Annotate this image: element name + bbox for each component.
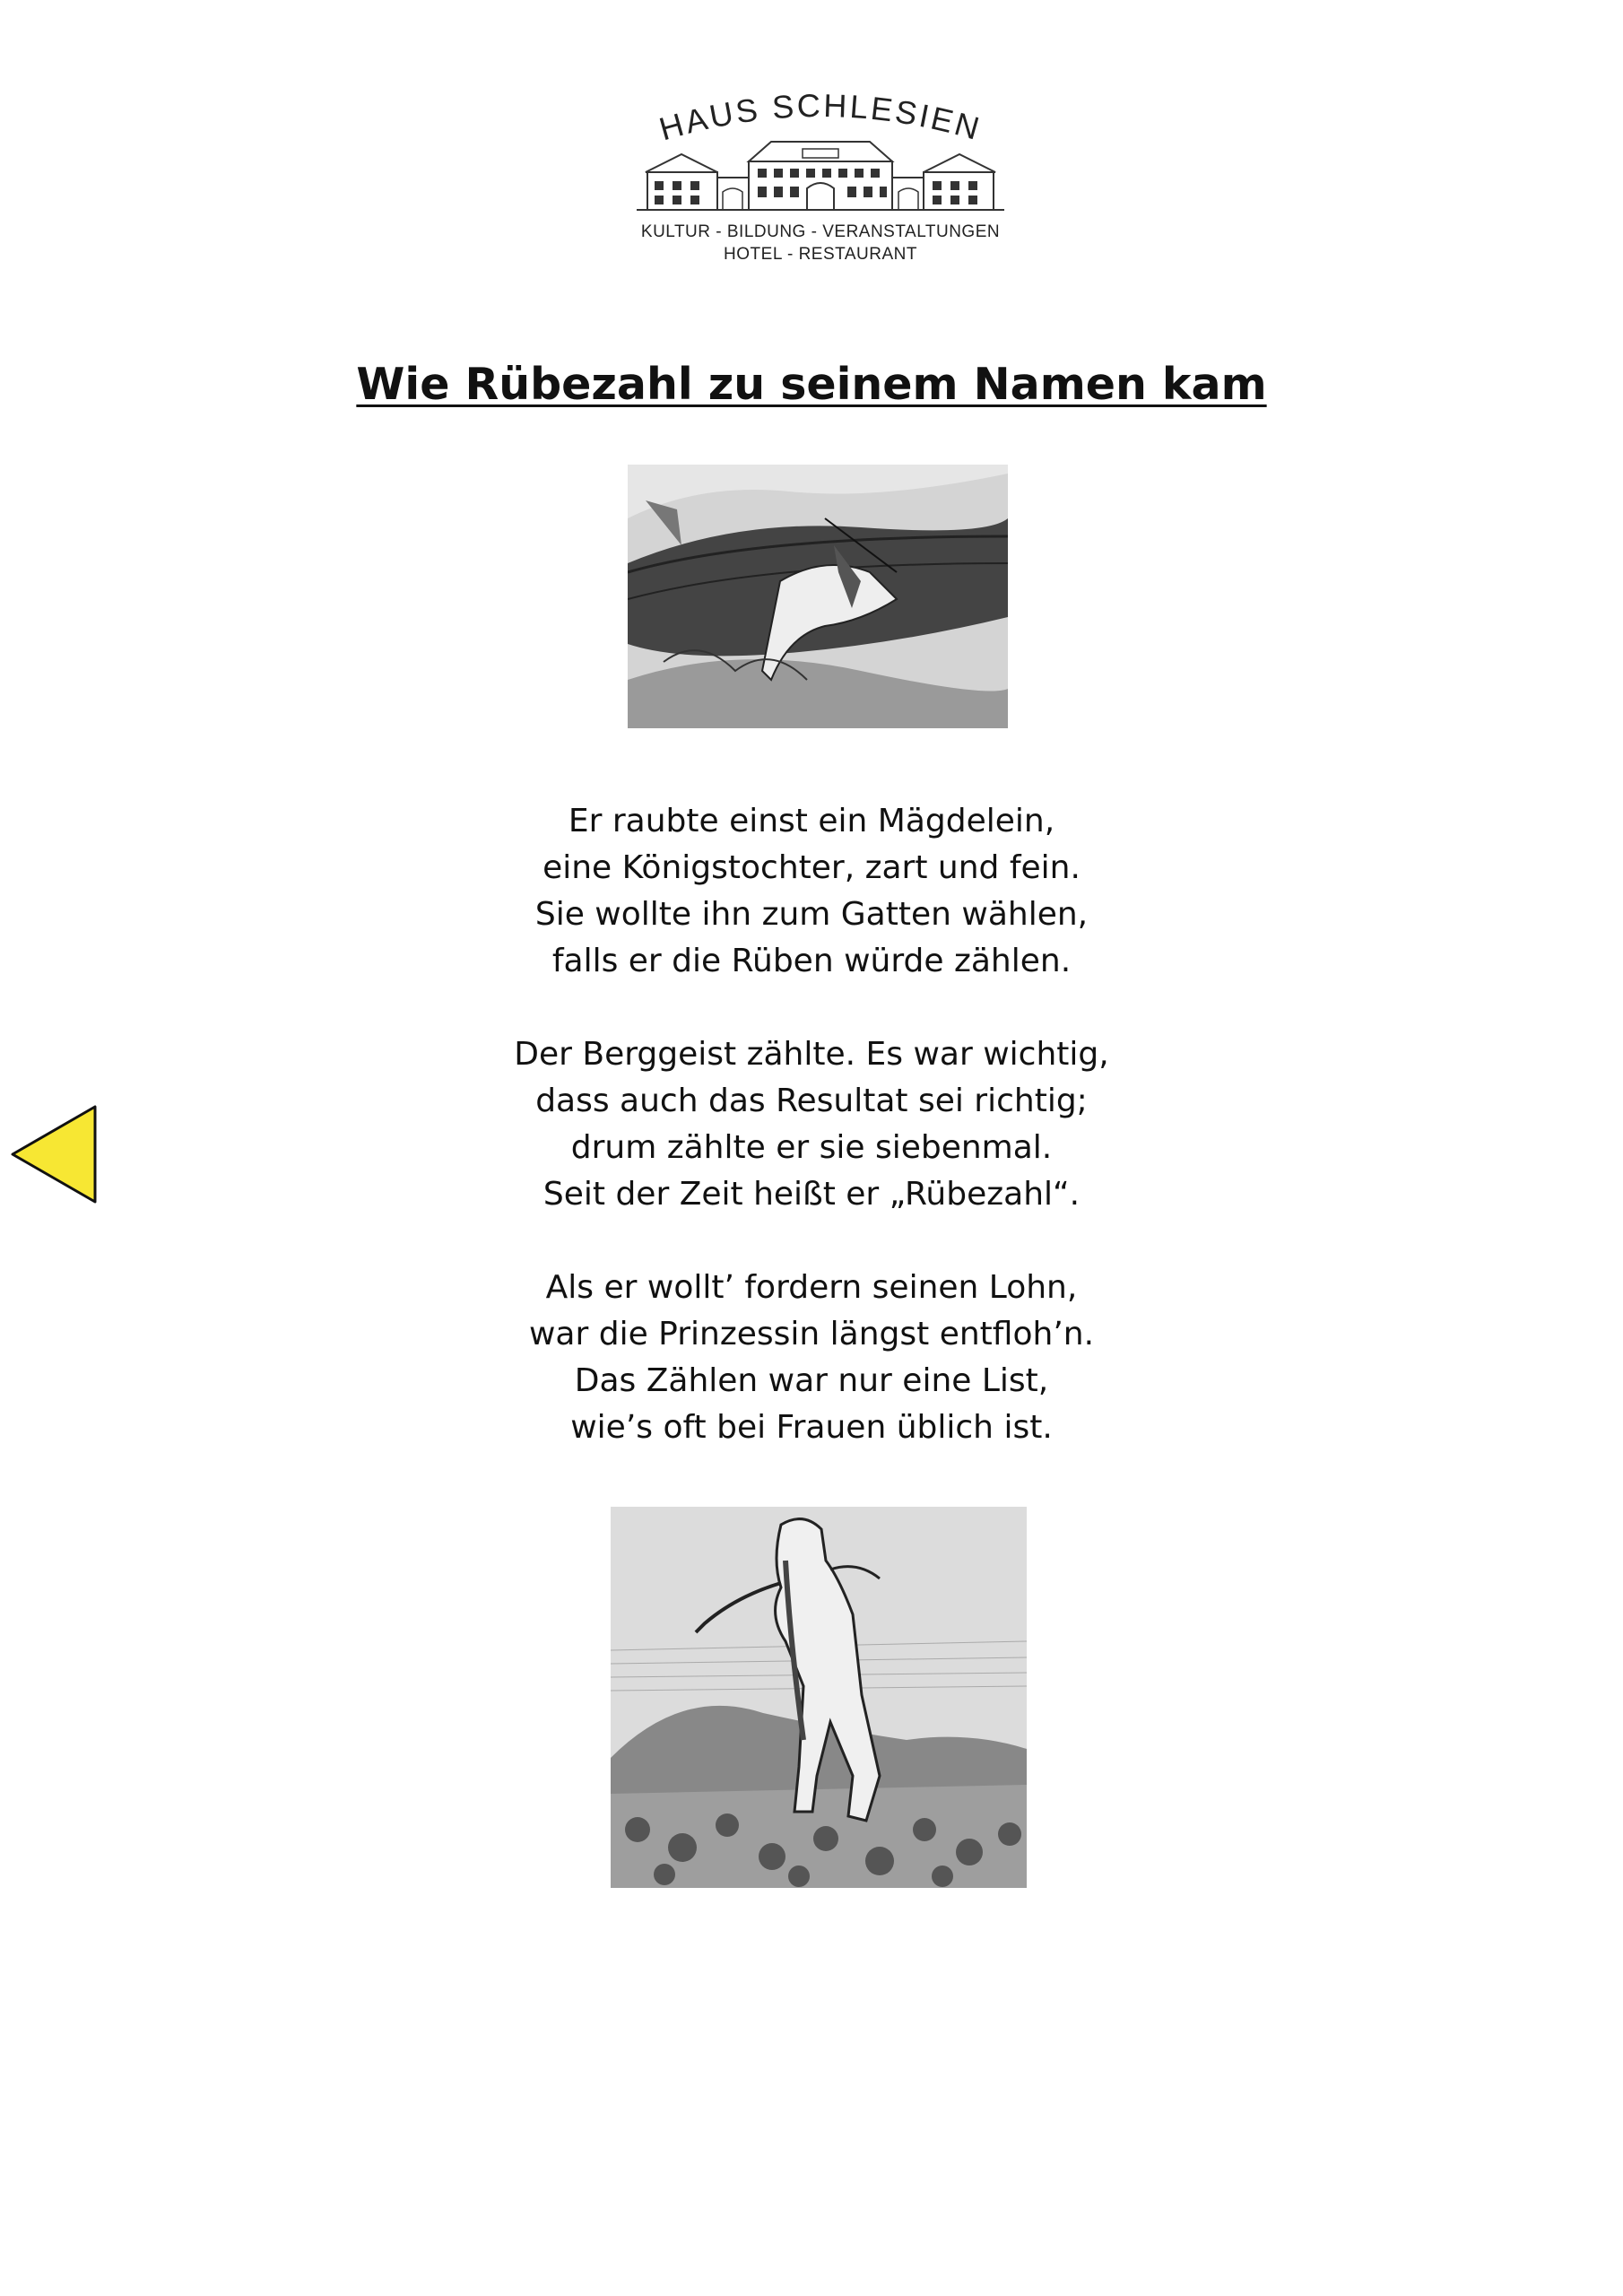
page-title: Wie Rübezahl zu seinem Namen kam bbox=[356, 359, 1267, 410]
ruebezahl-turnip-field-illustration bbox=[611, 1507, 1027, 1888]
poem-stanza-1 bbox=[359, 798, 1264, 985]
poem-line: war die Prinzessin längst entfloh’n. bbox=[528, 1316, 1095, 1352]
poem-line: dass auch das Resultat sei richtig; bbox=[535, 1083, 1088, 1119]
poem-line: Das Zählen war nur eine List, bbox=[574, 1362, 1049, 1399]
poem-line: Sie wollte ihn zum Gatten wählen, bbox=[534, 896, 1089, 933]
poem-line: eine Königstochter, zart und fein. bbox=[542, 849, 1081, 886]
rider-abduction-illustration bbox=[628, 465, 1008, 728]
back-arrow-button[interactable] bbox=[7, 1101, 100, 1207]
poem-line: Der Berggeist zählte. Es war wichtig, bbox=[514, 1036, 1109, 1073]
poem-line: falls er die Rüben würde zählen. bbox=[551, 943, 1072, 979]
logo-name: HAUS SCHLESIEN bbox=[655, 86, 986, 148]
poem-stanza-2 bbox=[359, 1031, 1264, 1218]
poem-stanza-3 bbox=[359, 1265, 1264, 1451]
poem-line: wie’s oft bei Frauen üblich ist. bbox=[570, 1409, 1053, 1446]
logo-tagline-hotel: HOTEL - RESTAURANT bbox=[724, 245, 917, 264]
svg-text:HAUS SCHLESIEN bbox=[655, 87, 986, 148]
triangle-left-icon[interactable] bbox=[13, 1107, 95, 1202]
poem bbox=[359, 798, 1264, 1451]
logo-building-icon bbox=[628, 72, 1013, 220]
poem-line: drum zählte er sie siebenmal. bbox=[570, 1129, 1053, 1166]
poem-line: Als er wollt’ fordern seinen Lohn, bbox=[545, 1269, 1078, 1306]
poem-line: Seit der Zeit heißt er „Rübezahl“. bbox=[542, 1176, 1081, 1213]
logo-tagline-culture: KULTUR - BILDUNG - VERANSTALTUNGEN bbox=[640, 222, 1001, 241]
poem-line: Er raubte einst ein Mägdelein, bbox=[568, 803, 1055, 839]
haus-schlesien-logo bbox=[628, 72, 1013, 278]
